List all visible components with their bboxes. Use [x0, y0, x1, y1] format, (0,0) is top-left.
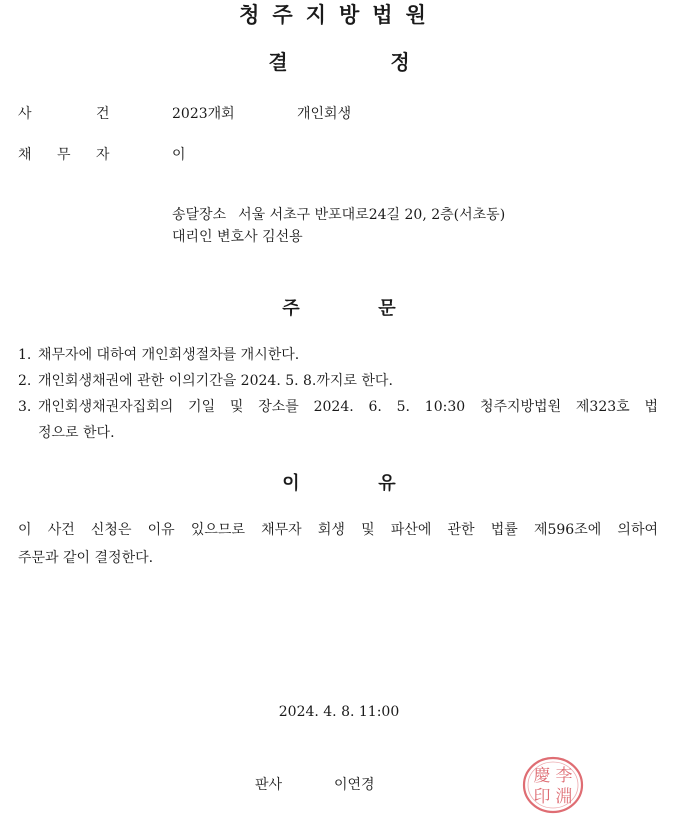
svg-text:印: 印: [533, 787, 551, 807]
svg-text:李: 李: [555, 766, 573, 786]
judge-name: 이연경: [334, 777, 375, 793]
case-label-char: 사: [18, 106, 32, 122]
case-type: 개인회생: [297, 106, 352, 122]
reason-heading-char: 유: [378, 473, 396, 494]
decision-date: 2024. 4. 8. 11:00: [278, 704, 400, 720]
case-number: 2023개회: [172, 106, 235, 122]
document-type-char: 결: [268, 50, 288, 74]
reason-line: 주문과 같이 결정한다.: [18, 550, 154, 566]
court-name: 청주지방법원: [239, 3, 439, 27]
service-address-value: 서울 서초구 반포대로24길 20, 2층(서초동): [238, 207, 506, 223]
case-label-2: [96, 104, 110, 124]
service-address-label: 송달장소: [172, 207, 227, 223]
debtor-name: 이: [172, 147, 186, 163]
list-item-number: 3.: [18, 399, 32, 415]
list-item: [18, 342, 658, 368]
debtor-label-char: 자: [96, 147, 110, 163]
order-list: [18, 342, 658, 446]
list-item: [18, 368, 658, 394]
order-heading: [0, 297, 678, 321]
order-heading-char: 문: [378, 298, 396, 319]
reason-line: 이 사건 신청은 이유 있으므로 채무자 회생 및 파산에 관한 법률 제596조에 의하여: [18, 522, 658, 538]
case-label-char: 건: [96, 106, 110, 122]
list-item-number: 1.: [18, 347, 32, 363]
list-item-number: 2.: [18, 373, 32, 389]
list-item-text: 개인회생채권자집회의 기일 및 장소를 2024. 6. 5. 10:30 청주지방법원 제323호 법: [38, 399, 658, 415]
list-item-text-continued: 정으로 한다.: [38, 425, 115, 441]
judge-seal: [521, 754, 585, 818]
svg-text:淵: 淵: [555, 787, 573, 807]
judge-title: 판사: [255, 777, 283, 793]
case-label: [18, 104, 32, 124]
agent: 대리인 변호사 김선용: [172, 229, 303, 245]
reason-heading-char: 이: [282, 473, 300, 494]
svg-text:慶: 慶: [533, 766, 551, 786]
order-heading-char: 주: [282, 298, 300, 319]
reason-body: [18, 516, 658, 572]
list-item-text: 개인회생채권에 관한 이의기간을 2024. 5. 8.까지로 한다.: [38, 373, 393, 389]
reason-heading: [0, 472, 678, 496]
list-item-text: 채무자에 대하여 개인회생절차를 개시한다.: [38, 347, 300, 363]
seal-stamp-icon: [521, 754, 585, 814]
debtor-label-char: 무: [57, 147, 71, 163]
debtor-label-char: 채: [18, 147, 32, 163]
document-type: [0, 49, 678, 75]
document-type-char: 정: [390, 50, 410, 74]
service-address: [172, 205, 505, 225]
list-item: [18, 394, 658, 446]
